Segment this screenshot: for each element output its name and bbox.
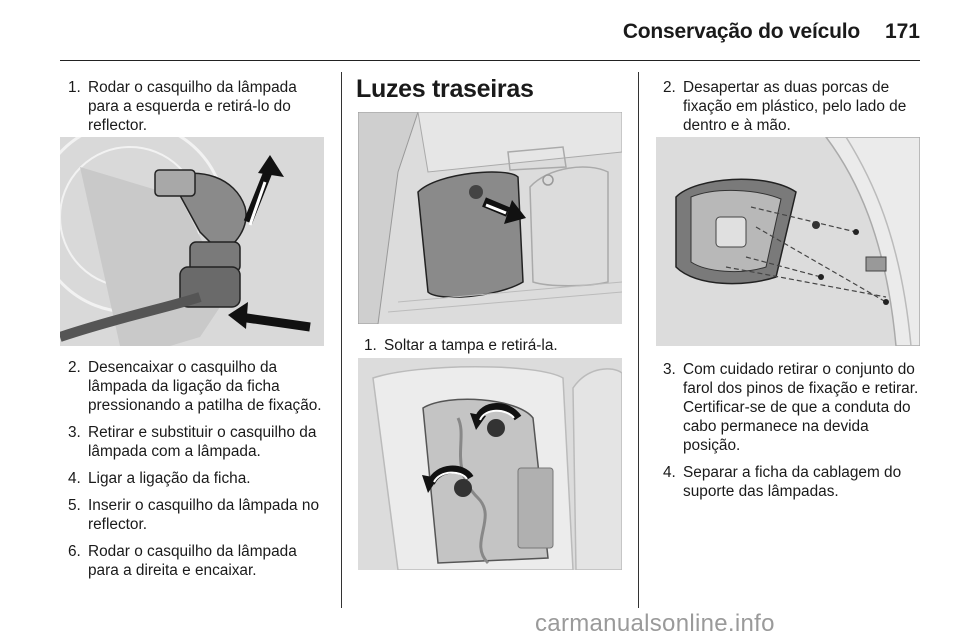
step-number: 3. — [68, 424, 81, 441]
step-number: 1. — [364, 337, 377, 354]
header-rule — [60, 60, 920, 61]
column-divider-left — [341, 72, 342, 608]
step-3-remove-assembly — [657, 360, 923, 455]
section-title: Luzes traseiras — [356, 75, 534, 103]
step-text: Desencaixar o casquilho da lâmpada da ligação da ficha pressionando a patilha de fixação. — [88, 359, 322, 414]
step-1-bulb-holder-remove — [62, 78, 328, 135]
step-number: 4. — [68, 470, 81, 487]
step-text: Desapertar as duas porcas de fixação em plástico, pelo lado de dentro e à mão. — [683, 79, 907, 134]
figure-tail-light-assembly — [656, 137, 920, 346]
step-3 — [62, 423, 328, 461]
step-number: 3. — [663, 361, 676, 378]
step-number: 5. — [68, 497, 81, 514]
step-6 — [62, 542, 328, 580]
step-text: Com cuidado retirar o conjunto do farol dos pinos de fixação e retirar. Certificar-se de que a conduta do cabo permanece na devida posição. — [683, 361, 919, 454]
step-number: 2. — [68, 359, 81, 376]
step-2 — [62, 358, 328, 415]
watermark: carmanualsonline.info — [535, 610, 775, 637]
step-number: 1. — [68, 79, 81, 96]
page-number: 171 — [884, 20, 920, 43]
column-3 — [657, 78, 923, 143]
step-4-disconnect-plug — [657, 463, 923, 501]
step-text: Ligar a ligação da ficha. — [88, 470, 251, 487]
step-number: 2. — [663, 79, 676, 96]
trunk-cover-illustration — [358, 112, 622, 324]
figure-trunk-cover — [358, 112, 622, 324]
bulb-holder-illustration — [60, 137, 324, 346]
step-4 — [62, 469, 328, 488]
step-text: Rodar o casquilho da lâmpada para a direita e encaixar. — [88, 543, 297, 579]
column-divider-right — [638, 72, 639, 608]
step-1-remove-cover — [358, 336, 624, 355]
step-number: 4. — [663, 464, 676, 481]
column-3-steps — [657, 360, 923, 509]
figure-tail-light-holders — [358, 358, 622, 570]
figure-bulb-holder — [60, 137, 324, 346]
column-1-steps — [62, 358, 328, 588]
tail-light-assembly-illustration — [656, 137, 920, 346]
step-number: 6. — [68, 543, 81, 560]
step-text: Soltar a tampa e retirá-la. — [384, 337, 558, 354]
running-header-title: Conservação do veículo — [622, 20, 860, 43]
step-text: Retirar e substituir o casquilho da lâmpada com a lâmpada. — [88, 424, 317, 460]
step-5 — [62, 496, 328, 534]
step-text: Separar a ficha da cablagem do suporte das lâmpadas. — [683, 464, 902, 500]
step-text: Inserir o casquilho da lâmpada no reflector. — [88, 497, 320, 533]
step-text: Rodar o casquilho da lâmpada para a esquerda e retirá-lo do reflector. — [88, 79, 297, 134]
step-2-unscrew-nuts — [657, 78, 923, 135]
column-1 — [62, 78, 328, 143]
tail-light-holders-illustration — [358, 358, 622, 570]
